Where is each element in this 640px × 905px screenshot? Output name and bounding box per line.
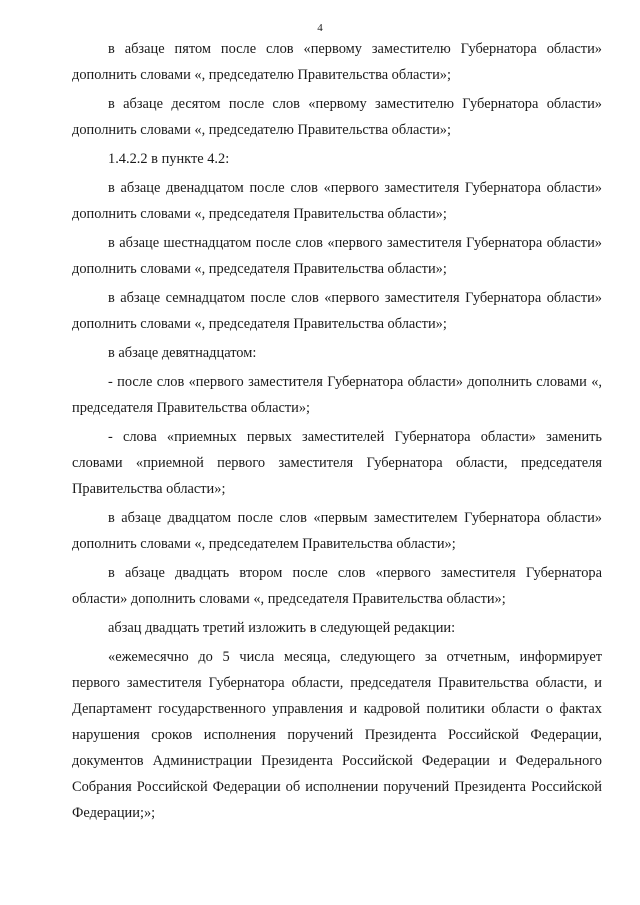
paragraph-11: в абзаце двадцать втором после слов «первого заместителя Губернатора области» дополнить словами «, председателя Правительства области»; — [72, 565, 602, 607]
paragraph-10: в абзаце двадцатом после слов «первым заместителем Губернатора области» дополнить словами «, председателем Правительства области»; — [72, 510, 602, 552]
paragraph-9: - слова «приемных первых заместителей Губернатора области» заменить словами «приемной первого заместителя Губернатора области, председателя Правительства области»; — [72, 429, 602, 497]
paragraph-4: в абзаце двенадцатом после слов «первого заместителя Губернатора области» дополнить словами «, председателя Правительства области»; — [72, 180, 602, 222]
page-number: 4 — [317, 22, 323, 34]
document-body — [72, 36, 602, 829]
paragraph-6: в абзаце семнадцатом после слов «первого заместителя Губернатора области» дополнить словами «, председателя Правительства области»; — [72, 290, 602, 332]
paragraph-13: «ежемесячно до 5 числа месяца, следующего за отчетным, информирует первого заместителя Губернатора области, председателя Правительства области, и Департамент государственного управления и кадровой политики области о фактах нарушения сроков исполнения поручений Президента Российской Федерации, документов Администрации Президента Российской Федерации и Федерального Собрания Российской Федерации об исполнении поручений Президента Российской Федерации;»; — [72, 649, 602, 821]
paragraph-2: в абзаце десятом после слов «первому заместителю Губернатора области» дополнить словами «, председателю Правительства области»; — [72, 96, 602, 138]
paragraph-12: абзац двадцать третий изложить в следующей редакции: — [108, 620, 456, 636]
paragraph-1: в абзаце пятом после слов «первому заместителю Губернатора области» дополнить словами «, председателю Правительства области»; — [72, 41, 602, 83]
paragraph-5: в абзаце шестнадцатом после слов «первого заместителя Губернатора области» дополнить словами «, председателя Правительства области»; — [72, 235, 602, 277]
paragraph-8: - после слов «первого заместителя Губернатора области» дополнить словами «, председателя Правительства области»; — [72, 374, 602, 416]
paragraph-7: в абзаце девятнадцатом: — [108, 345, 257, 361]
paragraph-3: 1.4.2.2 в пункте 4.2: — [108, 151, 230, 167]
